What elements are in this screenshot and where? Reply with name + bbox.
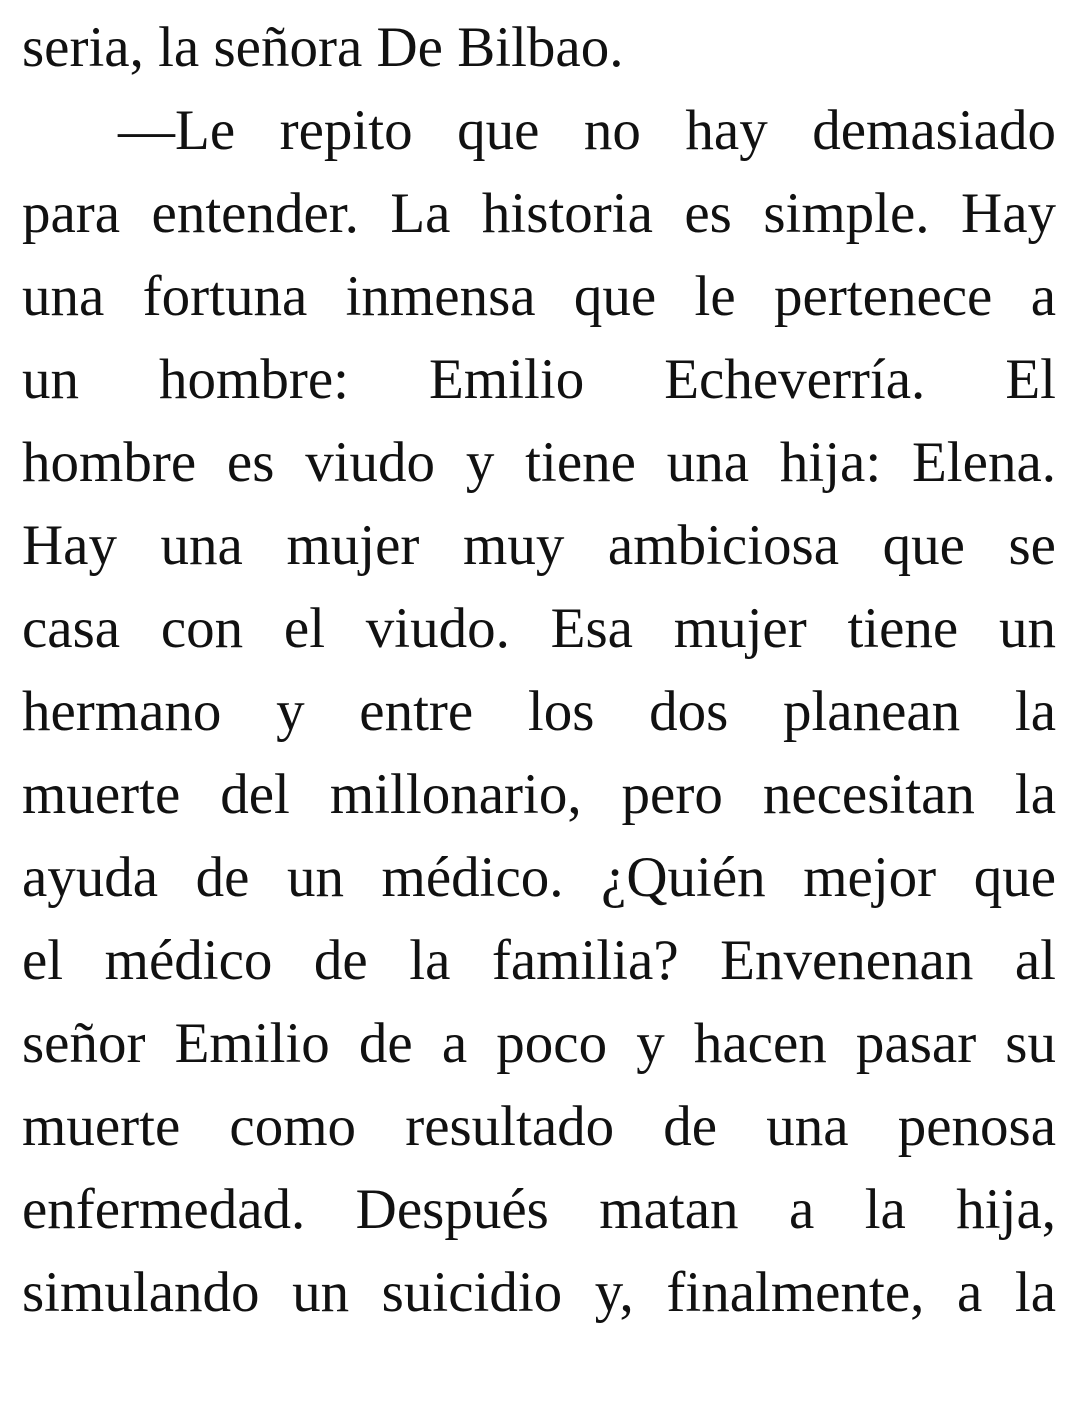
text-line: seria, la señora De Bilbao. (22, 16, 624, 79)
text-line: hombre es viudo y tiene una hija: Elena. (22, 431, 1056, 494)
text-line: muerte como resultado de una penosa (22, 1095, 1056, 1158)
text-line: el médico de la familia? Envenenan al (22, 929, 1056, 992)
text-line: —Le repito que no hay demasiado (118, 99, 1056, 162)
text-line: Hay una mujer muy ambiciosa que se (22, 514, 1056, 577)
text-line: ayuda de un médico. ¿Quién mejor que (22, 846, 1056, 909)
text-line: para entender. La historia es simple. Hay (22, 182, 1056, 245)
text-line: un hombre: Emilio Echeverría. El (22, 348, 1056, 411)
text-line: simulando un suicidio y, finalmente, a la (22, 1261, 1056, 1324)
text-line: una fortuna inmensa que le pertenece a (22, 265, 1056, 328)
text-line: casa con el viudo. Esa mujer tiene un (22, 597, 1056, 660)
text-line: muerte del millonario, pero necesitan la (22, 763, 1056, 826)
text-line: enfermedad. Después matan a la hija, (22, 1178, 1056, 1241)
text-line: hermano y entre los dos planean la (22, 680, 1056, 743)
text-line: señor Emilio de a poco y hacen pasar su (22, 1012, 1056, 1075)
